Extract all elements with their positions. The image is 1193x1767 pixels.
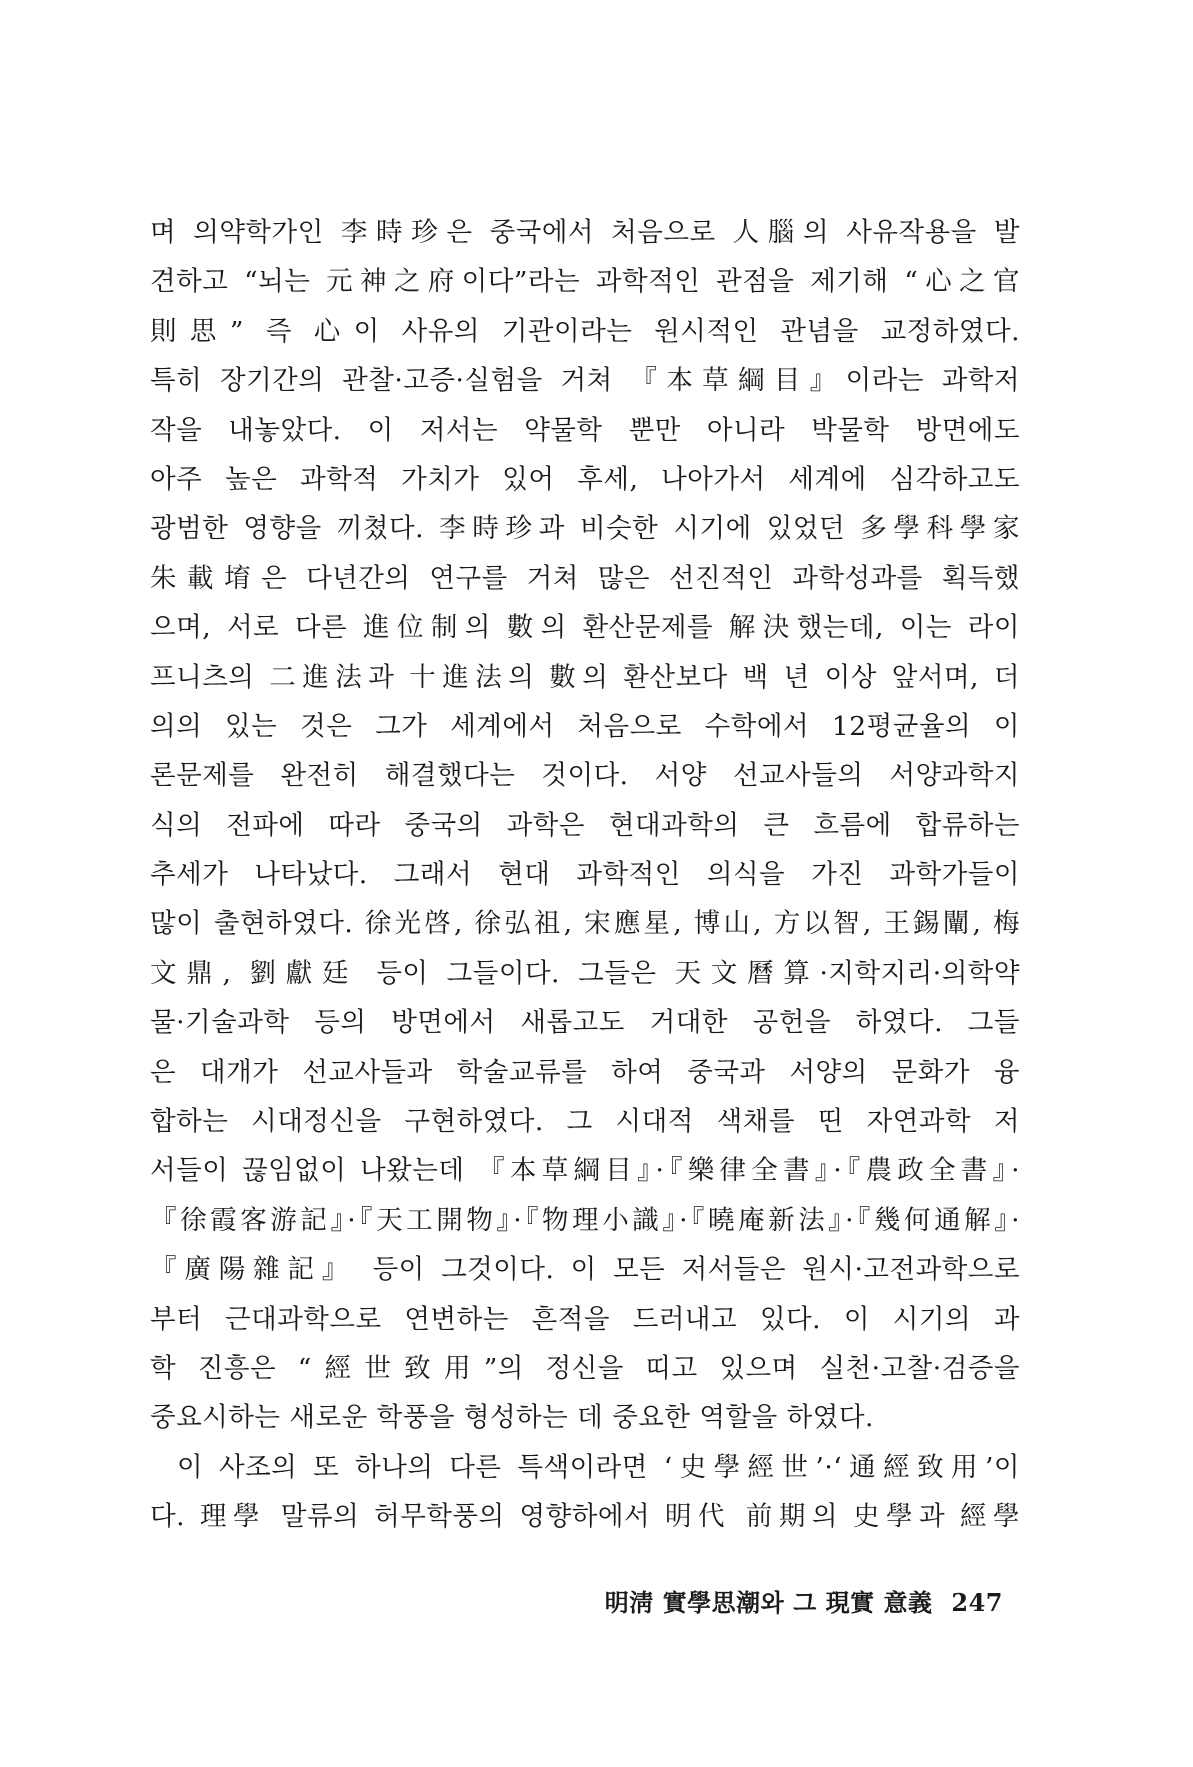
text-line: 합하는 시대정신을 구현하였다. 그 시대적 색채를 띤 자연과학 저 xyxy=(150,1106,1020,1138)
text-line: 견하고 “뇌는 元神之府이다”라는 과학적인 관점을 제기해 “心之官 xyxy=(150,266,1020,298)
text-line: 특히 장기간의 관찰·고증·실험을 거쳐 『本草綱目』이라는 과학저 xyxy=(150,365,1020,397)
text-line: 『徐霞客游記』·『天工開物』·『物理小識』·『曉庵新法』·『幾何通解』· xyxy=(150,1204,1020,1236)
page-number: 247 xyxy=(951,1588,1003,1617)
text-line: 의의 있는 것은 그가 세계에서 처음으로 수학에서 12평균율의 이 xyxy=(150,710,1020,742)
text-line: 文鼎, 劉獻廷 등이 그들이다. 그들은 天文曆算·지학지리·의학약 xyxy=(150,957,1020,989)
text-line: 식의 전파에 따라 중국의 과학은 현대과학의 큰 흐름에 합류하는 xyxy=(150,809,1020,841)
text-line: 으며, 서로 다른 進位制의 數의 환산문제를 解決했는데, 이는 라이 xyxy=(150,612,1020,644)
text-line: 학 진흥은 “經世致用”의 정신을 띠고 있으며 실천·고찰·검증을 xyxy=(150,1352,1020,1384)
text-line: 부터 근대과학으로 연변하는 흔적을 드러내고 있다. 이 시기의 과 xyxy=(150,1303,1020,1335)
text-line: 서들이 끊임없이 나왔는데 『本草綱目』·『樂律全書』·『農政全書』· xyxy=(150,1155,1020,1187)
text-line: 많이 출현하였다. 徐光啓, 徐弘祖, 宋應星, 博山, 方以智, 王錫闡, 梅 xyxy=(150,908,1020,940)
running-title: 明淸 實學思潮와 그 現實 意義 xyxy=(604,1588,933,1617)
text-line: 은 대개가 선교사들과 학술교류를 하여 중국과 서양의 문화가 융 xyxy=(150,1056,1020,1088)
running-footer xyxy=(605,1583,1003,1618)
text-line: 則思” 즉 心이 사유의 기관이라는 원시적인 관념을 교정하였다. xyxy=(150,315,1020,347)
text-line: 광범한 영향을 끼쳤다. 李時珍과 비슷한 시기에 있었던 多學科學家 xyxy=(150,513,1020,545)
text-line: 중요시하는 새로운 학풍을 형성하는 데 중요한 역할을 하였다. xyxy=(150,1402,874,1434)
text-line: 『廣陽雜記』 등이 그것이다. 이 모든 저서들은 원시·고전과학으로 xyxy=(150,1254,1020,1286)
body-text xyxy=(150,208,1020,1542)
text-line: 朱載堉은 다년간의 연구를 거쳐 많은 선진적인 과학성과를 획득했 xyxy=(150,562,1020,594)
text-line: 작을 내놓았다. 이 저서는 약물학 뿐만 아니라 박물학 방면에도 xyxy=(150,414,1020,446)
paragraph-first-line: 이 사조의 또 하나의 다른 특색이라면 ‘史學經世’·‘通經致用’이 xyxy=(177,1451,1020,1483)
text-line: 추세가 나타났다. 그래서 현대 과학적인 의식을 가진 과학가들이 xyxy=(150,859,1020,891)
text-line: 프니츠의 二進法과 十進法의 數의 환산보다 백 년 이상 앞서며, 더 xyxy=(150,661,1020,693)
text-line: 론문제를 완전히 해결했다는 것이다. 서양 선교사들의 서양과학지 xyxy=(150,760,1020,792)
text-line: 물·기술과학 등의 방면에서 새롭고도 거대한 공헌을 하였다. 그들 xyxy=(150,1007,1020,1039)
text-line: 며 의약학가인 李時珍은 중국에서 처음으로 人腦의 사유작용을 발 xyxy=(150,217,1020,248)
text-line: 다. 理學 말류의 허무학풍의 영향하에서 明代 前期의 史學과 經學 xyxy=(150,1501,1020,1533)
text-line: 아주 높은 과학적 가치가 있어 후세, 나아가서 세계에 심각하고도 xyxy=(150,463,1020,495)
